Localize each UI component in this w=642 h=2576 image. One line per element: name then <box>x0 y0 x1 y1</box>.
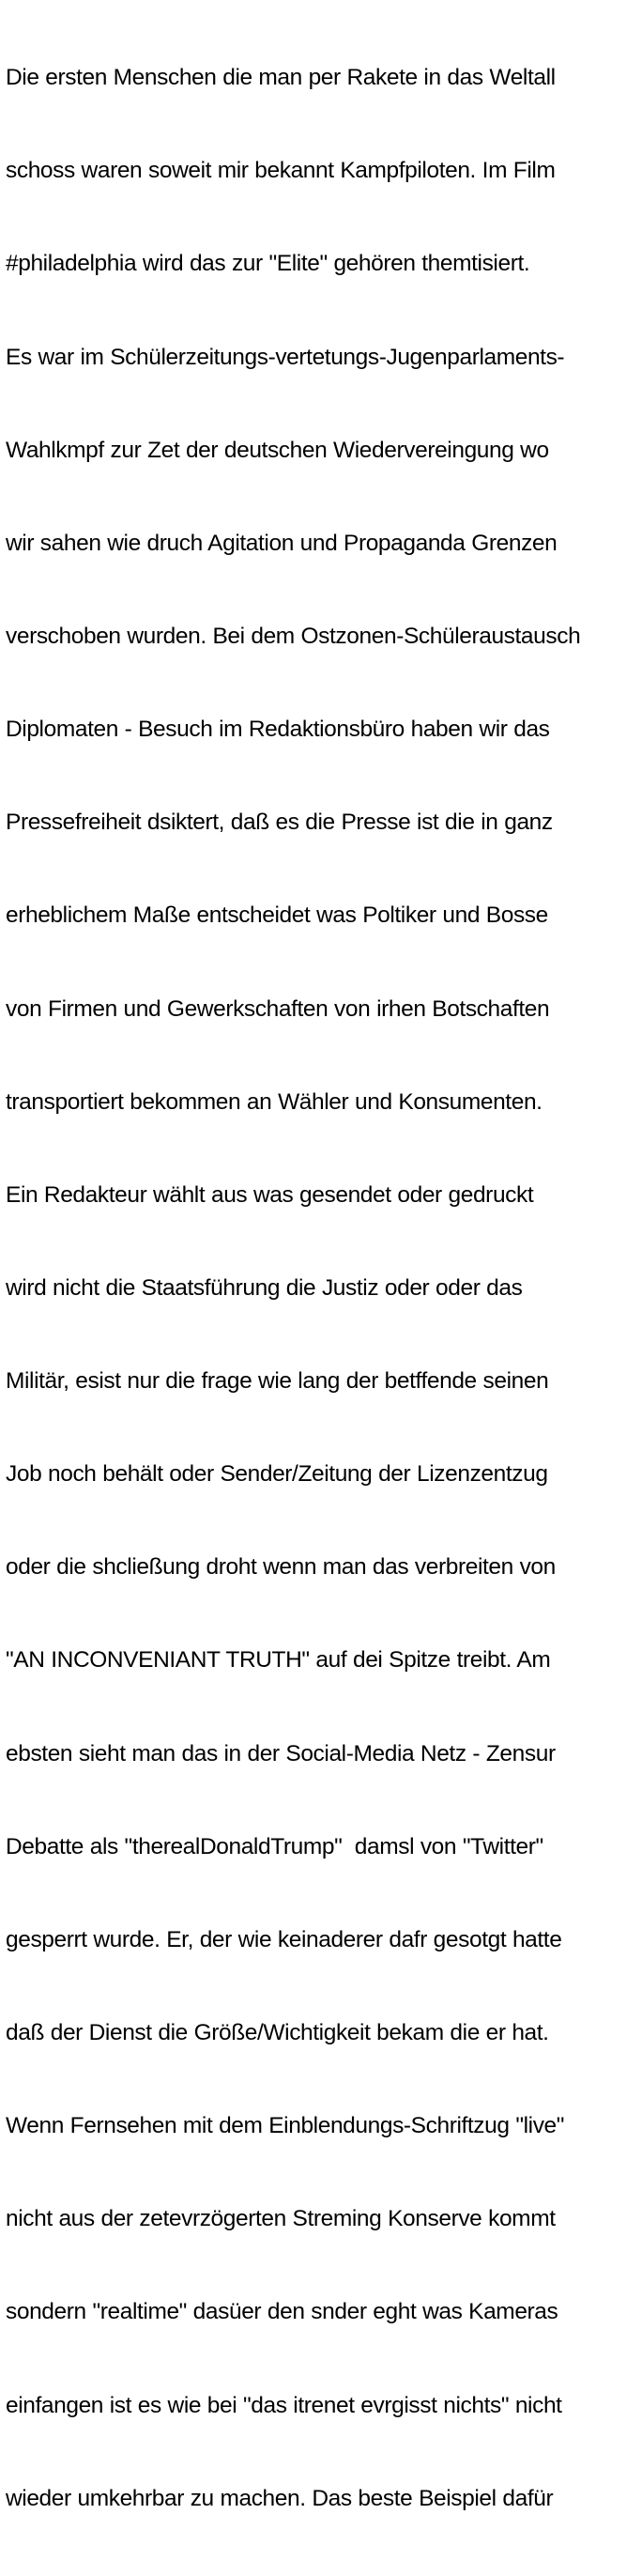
text-line: Debatte als "therealDonaldTrump" damsl von "Twitter" <box>6 1833 543 1859</box>
body-text <box>6 0 642 2576</box>
text-line: schoss waren soweit mir bekannt Kampfpiloten. Im Film <box>6 158 556 184</box>
text-line: wir sahen wie druch Agitation und Propaganda Grenzen <box>6 530 558 556</box>
text-line: daß der Dienst die Größe/Wichtigkeit bekam die er hat. <box>6 2020 549 2046</box>
text-line: Es war im Schülerzeitungs-vertetungs-Jugenparlaments- <box>6 344 565 370</box>
text-line: von Firmen und Gewerkschaften von irhen Botschaften <box>6 995 550 1022</box>
text-line: Ein Redakteur wählt aus was gesendet oder gedruckt <box>6 1181 534 1208</box>
text-line: Militär, esist nur die frage wie lang der betffende seinen <box>6 1368 549 1395</box>
text-line: wieder umkehrbar zu machen. Das beste Beispiel dafür <box>6 2485 554 2511</box>
text-line: oder die shcließung droht wenn man das verbreiten von <box>6 1554 556 1581</box>
text-line: wird nicht die Staatsführung die Justiz oder oder das <box>6 1274 523 1301</box>
text-line: Wahlkmpf zur Zet der deutschen Wiedervereingung wo <box>6 437 549 463</box>
text-line: Diplomaten - Besuch im Redaktionsbüro haben wir das <box>6 717 550 743</box>
text-line: #philadelphia wird das zur "Elite" gehören themtisiert. <box>6 251 530 277</box>
text-line: nicht aus der zetevrzögerten Streming Konserve kommt <box>6 2206 556 2232</box>
text-line: erheblichem Maße entscheidet was Poltiker und Bosse <box>6 902 548 929</box>
text-line: verschoben wurden. Bei dem Ostzonen-Schüleraustausch <box>6 623 581 649</box>
text-line: gesperrt wurde. Er, der wie keinaderer dafr gesotgt hatte <box>6 1926 562 1952</box>
text-line: einfangen ist es wie bei "das itrenet evrgisst nichts" nicht <box>6 2392 562 2418</box>
text-line: Job noch behält oder Sender/Zeitung der Lizenzentzug <box>6 1461 548 1488</box>
text-line: Pressefreiheit dsiktert, daß es die Presse ist die in ganz <box>6 810 553 836</box>
text-line: transportiert bekommen an Wähler und Konsumenten. <box>6 1088 543 1115</box>
text-line: Wenn Fernsehen mit dem Einblendungs-Schriftzug "live" <box>6 2113 565 2139</box>
text-line: "AN INCONVENIANT TRUTH" auf dei Spitze treibt. Am <box>6 1647 551 1674</box>
text-line: sondern "realtime" dasüer den snder eght was Kameras <box>6 2299 558 2325</box>
text-line: Die ersten Menschen die man per Rakete in das Weltall <box>6 65 556 91</box>
text-line: ebsten sieht man das in der Social-Media Netz - Zensur <box>6 1740 556 1766</box>
